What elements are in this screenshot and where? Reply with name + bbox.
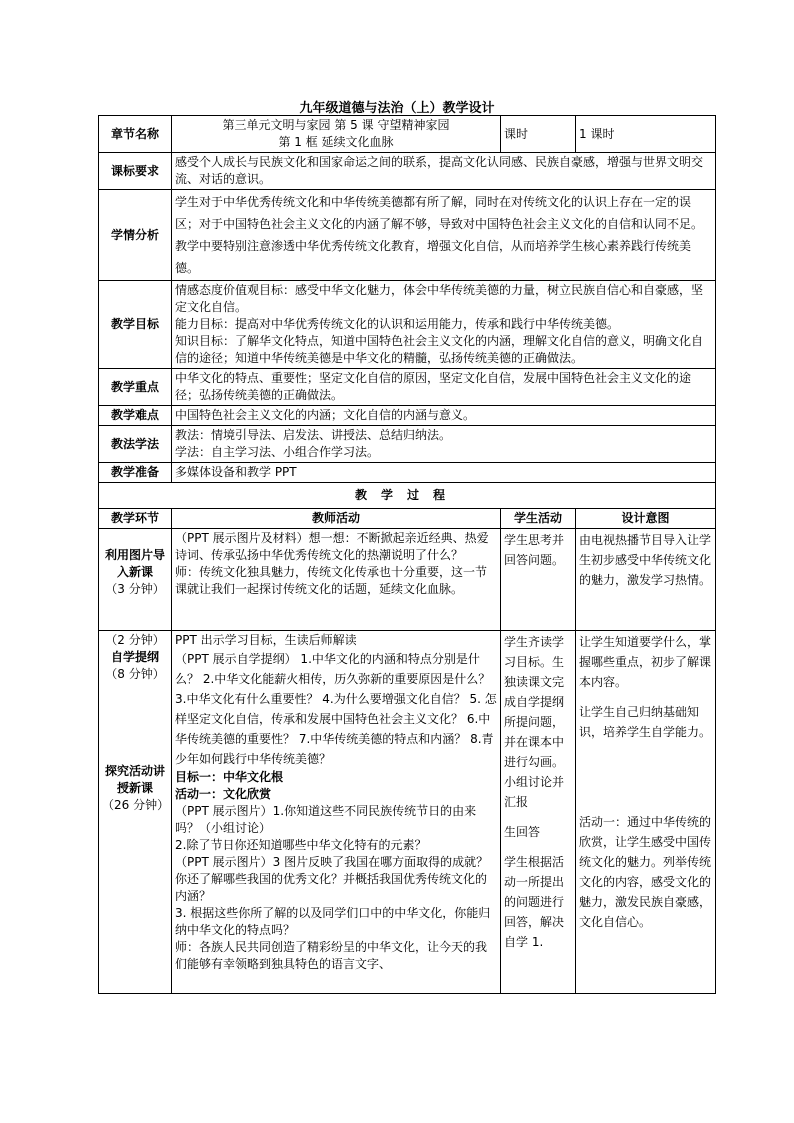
- main-goal1: 目标一：中华文化根: [175, 770, 284, 784]
- chapter-value: [172, 116, 501, 153]
- difficulty-label: 教学难点: [99, 406, 172, 426]
- goal-ability: 能力目标：提高对中华优秀传统文化的认识和运用能力，传承和践行中华传统美德。: [175, 317, 620, 331]
- prep-row: [99, 463, 716, 483]
- main-teacher: [172, 631, 501, 994]
- main-t3: （PPT 展示图片）1.你知道这些不同民族传统节日的由来吗？（小组讨论）: [175, 804, 477, 835]
- methods-row: [99, 426, 716, 463]
- difficulty-row: [99, 406, 716, 426]
- key-text: 中华文化的特点、重要性；坚定文化自信的原因，坚定文化自信，发展中国特色社会主义文化的途径；弘扬传统美德的正确做法。: [172, 369, 716, 406]
- analysis-label: 学情分析: [99, 190, 172, 281]
- process-title-row: [99, 483, 716, 509]
- process-row-main: [99, 631, 716, 994]
- method-teach: 教法：情境引导法、启发法、讲授法、总结归纳法。: [175, 428, 452, 442]
- intro-student: 学生思考并回答问题。: [501, 529, 576, 631]
- main-i2: 让学生自己归纳基础知识，培养学生自学能力。: [579, 705, 712, 739]
- main-t5: （PPT 展示图片）3 图片反映了我国在哪方面取得的成就？你还了解哪些我国的优秀文化？并概括我国优秀传统文化的内涵？: [175, 855, 489, 903]
- main-s1: 学生齐读学习目标。生独读课文完成自学提纲所提问题，并在课本中进行勾画。: [504, 635, 565, 769]
- difficulty-text: 中国特色社会主义文化的内涵；文化自信的内涵与意义。: [172, 406, 716, 426]
- intro-teacher-q: （PPT 展示图片及材料）想一想：不断掀起亲近经典、热爱诗词、传承弘扬中华优秀传统文化的热潮说明了什么？: [175, 531, 489, 562]
- main-s2: 小组讨论并汇报: [504, 775, 565, 809]
- prep-text: 多媒体设备和教学 PPT: [172, 463, 716, 483]
- hours-label: 课时: [501, 116, 576, 153]
- standard-text: 感受个人成长与民族文化和国家命运之间的联系，提高文化认同感、民族自豪感，增强与世界文明交流、对话的意识。: [172, 153, 716, 190]
- col-stage: 教学环节: [99, 509, 172, 529]
- intro-stage: [99, 529, 172, 631]
- stage-time-c: （26 分钟）: [102, 798, 170, 812]
- goals-row: [99, 281, 716, 369]
- goals-text: [172, 281, 716, 369]
- goal-emotion: 情感态度价值观目标：感受中华文化魅力，体会中华传统美德的力量，树立民族自信心和自豪感，坚定文化自信。: [175, 283, 704, 314]
- standard-row: [99, 153, 716, 190]
- intro-intent: 由电视热播节目导入让学生初步感受中华传统文化的魅力，激发学习热情。: [576, 529, 716, 631]
- intro-stage-title: 利用图片导入新课: [104, 548, 165, 579]
- intro-stage-time: （3 分钟）: [105, 582, 165, 596]
- main-student: [501, 631, 576, 994]
- methods-label: 教法学法: [99, 426, 172, 463]
- prep-label: 教学准备: [99, 463, 172, 483]
- intro-teacher: [172, 529, 501, 631]
- stage-b: 探究活动讲授新课: [104, 764, 165, 795]
- analysis-text: 学生对于中华优秀传统文化和中华传统美德都有所了解，同时在对传统文化的认识上存在一定的误区；对于中国特色社会主义文化的内涵了解不够，导致对中国特色社会主义文化的自信和认同不足。教学中要特别注意渗透中华优秀传统文化教育，增强文化自信，从而培养学生核心素养践行传统美德。: [172, 190, 716, 281]
- chapter-label: 章节名称: [99, 116, 172, 153]
- document-title: 九年级道德与法治（上）教学设计: [299, 101, 495, 116]
- main-s4: 学生根据活动一所提出的问题进行回答，解决自学 1.: [504, 855, 565, 949]
- main-t1: PPT 出示学习目标，生读后师解读: [175, 633, 357, 647]
- process-title: 教学过程: [99, 483, 716, 509]
- main-t6: 3. 根据这些你所了解的以及同学们口中的中华文化，你能归纳中华文化的特点吗？: [175, 906, 491, 937]
- col-intent: 设计意图: [576, 509, 716, 529]
- standard-label: 课标要求: [99, 153, 172, 190]
- main-t7: 师：各族人民共同创造了精彩纷呈的中华文化，让今天的我们能够有幸领略到独具特色的语言文字、: [175, 940, 488, 971]
- stage-a: 自学提纲: [110, 650, 159, 664]
- method-learn: 学法：自主学习法、小组合作学习法。: [175, 445, 380, 459]
- hours-value: 1 课时: [576, 116, 716, 153]
- main-stage: [99, 631, 172, 994]
- key-label: 教学重点: [99, 369, 172, 406]
- chapter-row: [99, 116, 716, 153]
- goals-label: 教学目标: [99, 281, 172, 369]
- chapter-line-1: 第三单元文明与家园 第 5 课 守望精神家园: [222, 118, 450, 132]
- col-teacher: 教师活动: [172, 509, 501, 529]
- lesson-plan-table: [98, 115, 716, 994]
- intro-teacher-note: 师：传统文化独具魅力，传统文化传承也十分重要，这一节课就让我们一起探讨传统文化的话题，延续文化血脉。: [175, 565, 488, 596]
- main-act1: 活动一：文化欣赏: [175, 787, 272, 801]
- stage-time-b: （8 分钟）: [105, 667, 165, 681]
- main-t4: 2.除了节日你还知道哪些中华文化特有的元素？: [175, 838, 427, 852]
- main-s3: 生回答: [504, 825, 541, 839]
- main-i3: 活动一：通过中华传统的欣赏，让学生感受中国传统文化的魅力。列举传统文化的内容，感受文化的魅力，激发民族自豪感，文化自信心。: [579, 815, 712, 929]
- main-i1: 让学生知道要学什么，掌握哪些重点，初步了解课本内容。: [579, 635, 712, 689]
- process-header-row: [99, 509, 716, 529]
- key-row: [99, 369, 716, 406]
- main-intent: [576, 631, 716, 994]
- stage-time-a: （2 分钟）: [105, 633, 165, 647]
- col-student: 学生活动: [501, 509, 576, 529]
- goal-knowledge: 知识目标：了解华文化特点，知道中国特色社会主义文化的内涵，理解文化自信的意义，明确文化自信的途径；知道中华传统美德是中华文化的精髓，弘扬传统美德的正确做法。: [175, 334, 704, 365]
- main-t2: （PPT 展示自学提纲） 1.中华文化的内涵和特点分别是什么？ 2.中华文化能薪火相传，历久弥新的重要原因是什么？ 3.中华文化有什么重要性？ 4.为什么要增强文化自信？ 5. 怎样坚定文化自信，传承和发展中国特色社会主义文化？ 6.中华传统美德的重要性？ 7.中华传统美德的特点和内涵？ 8.青少年如何践行中华传统美德？: [175, 652, 497, 766]
- analysis-row: [99, 190, 716, 281]
- methods-text: [172, 426, 716, 463]
- chapter-line-2: 第 1 框 延续文化血脉: [278, 135, 394, 149]
- process-row-intro: [99, 529, 716, 631]
